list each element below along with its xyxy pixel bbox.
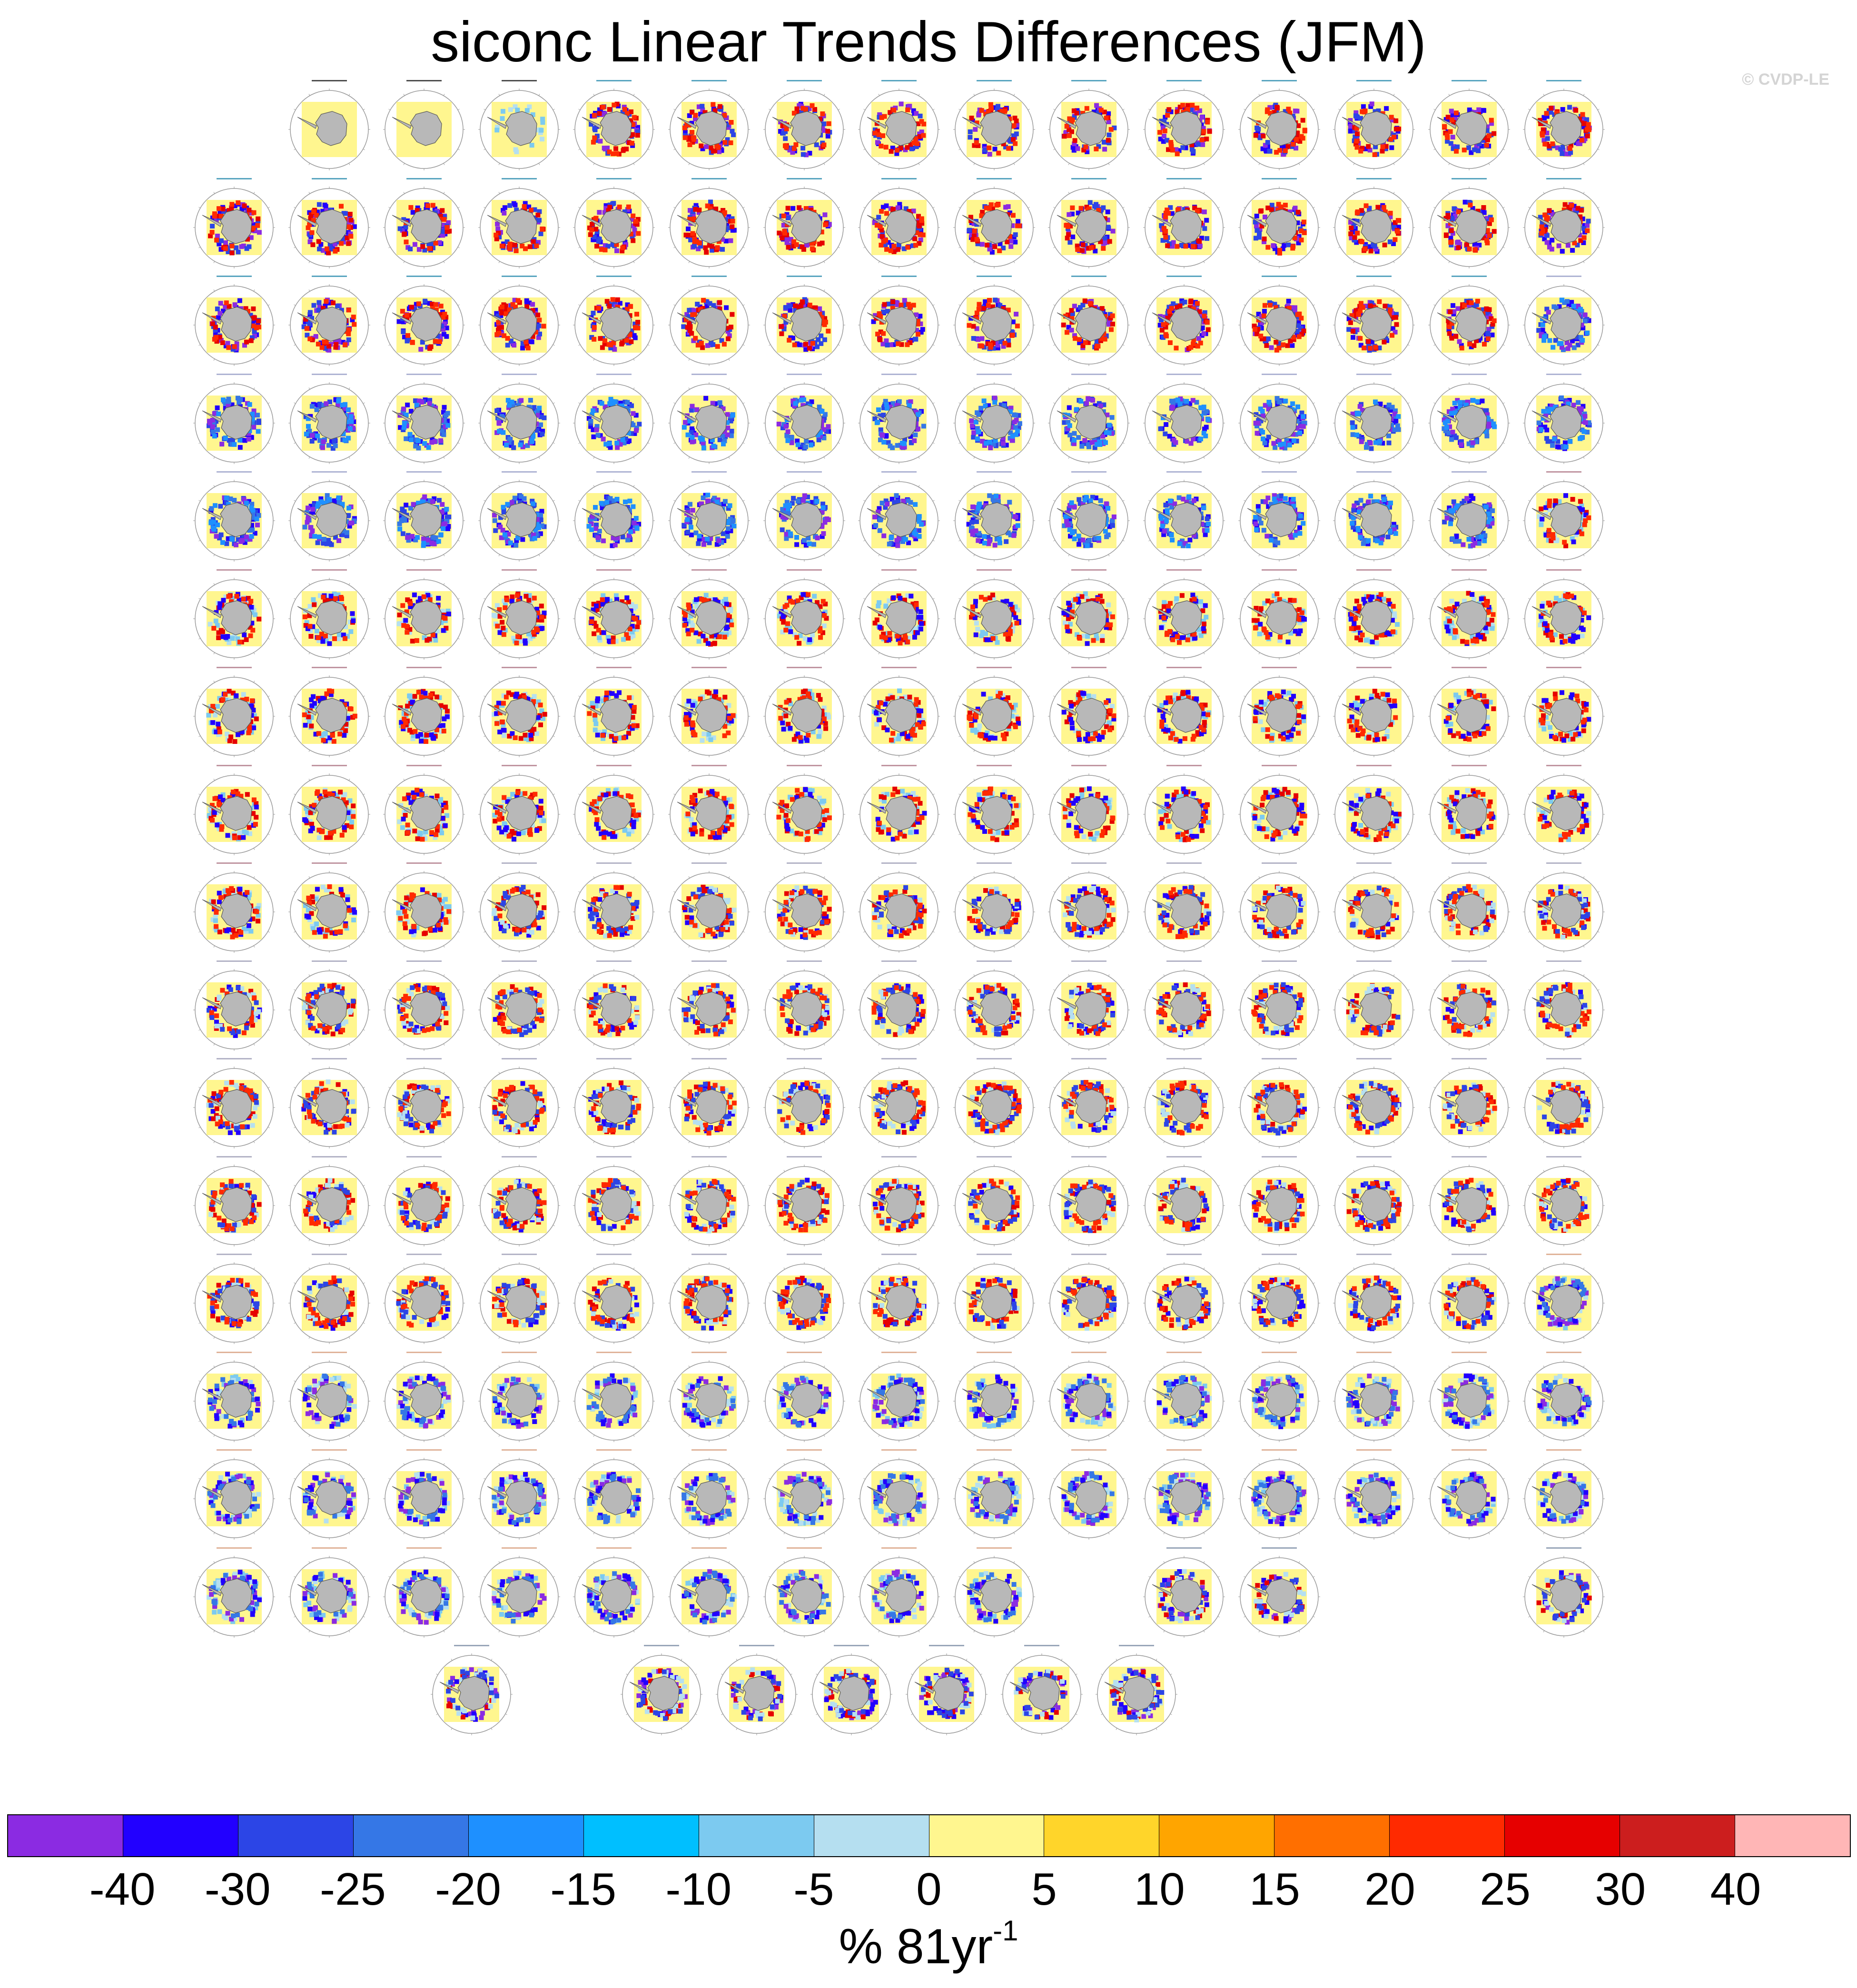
antarctic-map-panel xyxy=(477,957,562,1052)
antarctic-map-panel xyxy=(192,467,277,563)
antarctic-map-panel xyxy=(857,1543,941,1639)
colorbar-tick-label: 0 xyxy=(916,1863,941,1916)
colorbar-tick-label: 20 xyxy=(1364,1863,1415,1916)
colorbar-tick-labels xyxy=(7,1863,1851,1920)
antarctic-map-panel xyxy=(382,467,466,563)
antarctic-map-panel xyxy=(477,1445,562,1541)
antarctic-map-panel xyxy=(1047,1445,1131,1541)
antarctic-map-panel xyxy=(572,1054,656,1149)
antarctic-map-panel xyxy=(952,1348,1037,1443)
colorbar-box xyxy=(814,1815,929,1856)
antarctic-map-panel xyxy=(1332,565,1416,661)
antarctic-map-panel xyxy=(477,467,562,563)
antarctic-map-panel xyxy=(857,272,941,367)
antarctic-map-panel xyxy=(382,76,466,171)
antarctic-map-panel xyxy=(287,565,372,661)
antarctic-map-panel xyxy=(287,859,372,954)
antarctic-map-panel xyxy=(1427,370,1511,465)
antarctic-map-panel xyxy=(1142,272,1226,367)
figure-title: siconc Linear Trends Differences (JFM) xyxy=(0,9,1857,75)
antarctic-map-panel xyxy=(1521,957,1606,1052)
antarctic-map-panel xyxy=(1427,467,1511,563)
antarctic-map-panel xyxy=(952,1543,1037,1639)
antarctic-map-panel xyxy=(572,272,656,367)
antarctic-map-panel xyxy=(192,1445,277,1541)
antarctic-map-panel xyxy=(1521,1152,1606,1247)
colorbar xyxy=(7,1814,1851,1857)
antarctic-map-panel xyxy=(572,761,656,856)
antarctic-map-panel xyxy=(192,761,277,856)
antarctic-map-panel xyxy=(1142,1445,1226,1541)
antarctic-map-panel xyxy=(1521,1348,1606,1443)
antarctic-map-panel xyxy=(1142,467,1226,563)
antarctic-map-panel xyxy=(762,957,847,1052)
antarctic-map-panel xyxy=(382,859,466,954)
antarctic-map-panel xyxy=(1427,272,1511,367)
antarctic-map-panel xyxy=(952,663,1037,758)
antarctic-map-panel xyxy=(857,467,941,563)
antarctic-map-panel xyxy=(1332,957,1416,1052)
antarctic-map-panel xyxy=(667,663,751,758)
antarctic-map-panel xyxy=(1047,957,1131,1052)
antarctic-map-panel xyxy=(857,1250,941,1345)
antarctic-map-panel xyxy=(1521,565,1606,661)
antarctic-map-panel xyxy=(1142,663,1226,758)
antarctic-map-panel xyxy=(762,761,847,856)
antarctic-map-panel xyxy=(1047,1250,1131,1345)
antarctic-map-panel xyxy=(287,761,372,856)
antarctic-map-panel xyxy=(192,859,277,954)
antarctic-map-panel xyxy=(1237,272,1322,367)
antarctic-map-panel xyxy=(1142,859,1226,954)
antarctic-map-panel xyxy=(1142,174,1226,269)
antarctic-map-panel xyxy=(477,174,562,269)
antarctic-map-panel xyxy=(382,761,466,856)
antarctic-map-panel xyxy=(192,663,277,758)
antarctic-map-panel xyxy=(1427,1054,1511,1149)
antarctic-map-panel xyxy=(857,565,941,661)
antarctic-map-panel xyxy=(1237,1445,1322,1541)
antarctic-map-panel xyxy=(667,1152,751,1247)
colorbar-box xyxy=(929,1815,1045,1856)
antarctic-map-panel xyxy=(1521,467,1606,563)
antarctic-map-panel xyxy=(1047,565,1131,661)
antarctic-map-panel xyxy=(762,1445,847,1541)
antarctic-map-panel xyxy=(762,1152,847,1247)
antarctic-map-panel xyxy=(952,1152,1037,1247)
units-superscript: -1 xyxy=(993,1915,1018,1947)
antarctic-map-panel xyxy=(477,370,562,465)
antarctic-map-panel xyxy=(762,174,847,269)
colorbar-tick-label: 15 xyxy=(1249,1863,1300,1916)
antarctic-map-panel xyxy=(952,1445,1037,1541)
antarctic-map-panel xyxy=(1332,1348,1416,1443)
antarctic-map-panel xyxy=(999,1641,1084,1736)
antarctic-map-panel xyxy=(1427,1152,1511,1247)
antarctic-map-panel xyxy=(477,761,562,856)
antarctic-map-panel xyxy=(1427,565,1511,661)
colorbar-box xyxy=(1735,1815,1850,1856)
colorbar-units xyxy=(0,1918,1857,1975)
colorbar-box xyxy=(469,1815,584,1856)
antarctic-map-panel xyxy=(762,272,847,367)
antarctic-map-panel xyxy=(1237,1152,1322,1247)
antarctic-map-panel xyxy=(952,370,1037,465)
antarctic-map-panel xyxy=(667,1054,751,1149)
antarctic-map-panel xyxy=(572,1152,656,1247)
credit-label: © CVDP-LE xyxy=(1742,70,1829,89)
antarctic-map-panel xyxy=(1521,272,1606,367)
colorbar-tick-label: -20 xyxy=(435,1863,501,1916)
antarctic-map-panel xyxy=(382,1543,466,1639)
antarctic-map-panel xyxy=(667,467,751,563)
antarctic-map-panel xyxy=(1142,761,1226,856)
antarctic-map-panel xyxy=(1332,272,1416,367)
colorbar-box xyxy=(1390,1815,1505,1856)
antarctic-map-panel xyxy=(382,1152,466,1247)
antarctic-map-panel xyxy=(382,1054,466,1149)
antarctic-map-panel xyxy=(477,859,562,954)
antarctic-map-panel xyxy=(1332,859,1416,954)
antarctic-map-panel xyxy=(762,467,847,563)
antarctic-map-panel xyxy=(1427,1348,1511,1443)
antarctic-map-panel xyxy=(382,272,466,367)
antarctic-map-panel xyxy=(572,1250,656,1345)
colorbar-box xyxy=(1044,1815,1159,1856)
antarctic-map-panel xyxy=(1427,761,1511,856)
antarctic-map-panel xyxy=(572,76,656,171)
antarctic-map-panel xyxy=(1237,957,1322,1052)
antarctic-map-panel xyxy=(1521,761,1606,856)
antarctic-map-panel xyxy=(857,174,941,269)
antarctic-map-panel xyxy=(762,76,847,171)
colorbar-tick-label: -40 xyxy=(89,1863,156,1916)
antarctic-map-panel xyxy=(762,1348,847,1443)
colorbar-tick-label: -5 xyxy=(793,1863,834,1916)
antarctic-map-panel xyxy=(857,1054,941,1149)
antarctic-map-panel xyxy=(477,1152,562,1247)
antarctic-map-panel xyxy=(287,957,372,1052)
antarctic-map-panel xyxy=(1332,663,1416,758)
antarctic-map-panel xyxy=(192,565,277,661)
colorbar-tick-label: 40 xyxy=(1710,1863,1761,1916)
colorbar-tick-label: -25 xyxy=(320,1863,386,1916)
antarctic-map-panel xyxy=(667,174,751,269)
colorbar-box xyxy=(1505,1815,1620,1856)
antarctic-map-panel xyxy=(287,272,372,367)
colorbar-box xyxy=(238,1815,354,1856)
antarctic-map-panel xyxy=(1142,565,1226,661)
antarctic-map-panel xyxy=(1332,1445,1416,1541)
antarctic-map-panel xyxy=(857,663,941,758)
antarctic-map-panel xyxy=(1047,272,1131,367)
antarctic-map-panel xyxy=(1047,761,1131,856)
antarctic-map-panel xyxy=(382,1250,466,1345)
antarctic-map-panel xyxy=(1142,1250,1226,1345)
antarctic-map-panel xyxy=(1237,565,1322,661)
antarctic-map-panel xyxy=(572,565,656,661)
antarctic-map-panel xyxy=(1237,859,1322,954)
antarctic-map-panel xyxy=(1237,1250,1322,1345)
antarctic-map-panel xyxy=(762,859,847,954)
antarctic-map-panel xyxy=(572,1543,656,1639)
antarctic-map-panel xyxy=(1521,370,1606,465)
antarctic-map-panel xyxy=(857,859,941,954)
antarctic-map-panel xyxy=(667,565,751,661)
antarctic-map-panel xyxy=(1332,174,1416,269)
antarctic-map-panel xyxy=(477,1250,562,1345)
antarctic-map-panel xyxy=(952,272,1037,367)
antarctic-map-panel xyxy=(857,76,941,171)
antarctic-map-panel xyxy=(1047,1152,1131,1247)
colorbar-box xyxy=(1274,1815,1390,1856)
antarctic-map-panel xyxy=(1332,761,1416,856)
antarctic-map-panel xyxy=(952,957,1037,1052)
antarctic-map-panel xyxy=(429,1641,514,1736)
antarctic-map-panel xyxy=(952,1250,1037,1345)
antarctic-map-panel xyxy=(287,370,372,465)
antarctic-map-panel xyxy=(477,565,562,661)
antarctic-map-panel xyxy=(667,859,751,954)
colorbar-box xyxy=(699,1815,814,1856)
antarctic-map-panel xyxy=(1332,467,1416,563)
colorbar-tick-label: -15 xyxy=(550,1863,616,1916)
antarctic-map-panel xyxy=(952,76,1037,171)
antarctic-map-panel xyxy=(192,1152,277,1247)
antarctic-map-panel xyxy=(287,1250,372,1345)
antarctic-map-panel xyxy=(572,370,656,465)
antarctic-map-panel xyxy=(1237,761,1322,856)
antarctic-map-panel xyxy=(1237,1543,1322,1639)
antarctic-map-panel xyxy=(1521,1054,1606,1149)
colorbar-tick-label: 10 xyxy=(1134,1863,1185,1916)
colorbar-box xyxy=(123,1815,238,1856)
antarctic-map-panel xyxy=(1142,957,1226,1052)
antarctic-map-panel xyxy=(1237,663,1322,758)
antarctic-map-panel xyxy=(1094,1641,1179,1736)
antarctic-map-panel xyxy=(1142,1543,1226,1639)
antarctic-map-panel xyxy=(382,565,466,661)
antarctic-map-panel xyxy=(1521,1543,1606,1639)
antarctic-map-panel xyxy=(1047,370,1131,465)
antarctic-map-panel xyxy=(1142,1348,1226,1443)
antarctic-map-panel xyxy=(762,1250,847,1345)
antarctic-map-panel xyxy=(1521,663,1606,758)
antarctic-map-panel xyxy=(1521,859,1606,954)
antarctic-map-panel xyxy=(762,565,847,661)
antarctic-map-panel xyxy=(477,1054,562,1149)
antarctic-map-panel xyxy=(1521,174,1606,269)
antarctic-map-panel xyxy=(287,1152,372,1247)
colorbar-box xyxy=(1159,1815,1274,1856)
antarctic-map-panel xyxy=(1427,957,1511,1052)
antarctic-map-panel xyxy=(1237,370,1322,465)
antarctic-map-panel xyxy=(382,1445,466,1541)
antarctic-map-panel xyxy=(192,1348,277,1443)
colorbar-tick-label: 25 xyxy=(1480,1863,1531,1916)
antarctic-map-panel xyxy=(1047,859,1131,954)
antarctic-map-panel xyxy=(572,859,656,954)
antarctic-map-panel xyxy=(287,76,372,171)
antarctic-map-panel xyxy=(762,1543,847,1639)
antarctic-map-panel xyxy=(1047,174,1131,269)
antarctic-map-panel xyxy=(1427,663,1511,758)
antarctic-map-panel xyxy=(192,1250,277,1345)
antarctic-map-panel xyxy=(1237,76,1322,171)
antarctic-map-panel xyxy=(667,1445,751,1541)
antarctic-map-panel xyxy=(287,1543,372,1639)
antarctic-map-panel xyxy=(667,957,751,1052)
antarctic-map-panel xyxy=(1521,1445,1606,1541)
antarctic-map-panel xyxy=(1047,1054,1131,1149)
antarctic-map-panel xyxy=(382,370,466,465)
antarctic-map-panel xyxy=(619,1641,704,1736)
antarctic-map-panel xyxy=(1521,76,1606,171)
colorbar-box xyxy=(354,1815,469,1856)
antarctic-map-panel xyxy=(857,1348,941,1443)
antarctic-map-panel xyxy=(1427,1445,1511,1541)
antarctic-map-panel xyxy=(1427,174,1511,269)
antarctic-map-panel xyxy=(382,174,466,269)
antarctic-map-panel xyxy=(192,1054,277,1149)
antarctic-map-panel xyxy=(952,467,1037,563)
antarctic-map-panel xyxy=(1332,76,1416,171)
antarctic-map-panel xyxy=(1521,1250,1606,1345)
antarctic-map-panel xyxy=(857,957,941,1052)
antarctic-map-panel xyxy=(382,1348,466,1443)
antarctic-map-panel xyxy=(572,957,656,1052)
antarctic-map-panel xyxy=(477,1543,562,1639)
antarctic-map-panel xyxy=(1332,1250,1416,1345)
antarctic-map-panel xyxy=(382,663,466,758)
colorbar-tick-label: 30 xyxy=(1595,1863,1646,1916)
antarctic-map-panel xyxy=(1427,859,1511,954)
antarctic-map-panel xyxy=(1047,467,1131,563)
antarctic-map-panel xyxy=(287,663,372,758)
antarctic-map-panel xyxy=(952,859,1037,954)
antarctic-map-panel xyxy=(667,1348,751,1443)
antarctic-map-panel xyxy=(287,467,372,563)
antarctic-map-panel xyxy=(1047,663,1131,758)
antarctic-map-panel xyxy=(1237,467,1322,563)
antarctic-map-panel xyxy=(667,1250,751,1345)
antarctic-map-panel xyxy=(287,1054,372,1149)
antarctic-map-panel xyxy=(667,272,751,367)
antarctic-map-panel xyxy=(477,1348,562,1443)
antarctic-map-panel xyxy=(192,1543,277,1639)
antarctic-map-panel xyxy=(1047,1348,1131,1443)
antarctic-map-panel xyxy=(1142,1152,1226,1247)
antarctic-map-panel xyxy=(1332,1152,1416,1247)
antarctic-map-panel xyxy=(287,1348,372,1443)
units-prefix: % 81yr xyxy=(839,1919,993,1974)
antarctic-map-panel xyxy=(714,1641,799,1736)
antarctic-map-panel xyxy=(857,1152,941,1247)
antarctic-map-panel xyxy=(477,76,562,171)
colorbar-tick-label: -30 xyxy=(205,1863,271,1916)
antarctic-map-panel xyxy=(192,174,277,269)
antarctic-map-panel xyxy=(572,174,656,269)
antarctic-map-panel xyxy=(1142,76,1226,171)
antarctic-map-panel xyxy=(667,1543,751,1639)
antarctic-map-panel xyxy=(952,174,1037,269)
antarctic-map-panel xyxy=(477,272,562,367)
antarctic-map-panel xyxy=(572,467,656,563)
antarctic-map-panel xyxy=(1047,76,1131,171)
colorbar-box xyxy=(1620,1815,1735,1856)
colorbar-box xyxy=(8,1815,123,1856)
antarctic-map-panel xyxy=(572,1348,656,1443)
antarctic-map-panel xyxy=(667,76,751,171)
antarctic-map-panel xyxy=(857,761,941,856)
colorbar-box xyxy=(584,1815,699,1856)
antarctic-map-panel xyxy=(1332,370,1416,465)
antarctic-map-panel xyxy=(952,1054,1037,1149)
antarctic-map-panel xyxy=(1332,1054,1416,1149)
antarctic-map-panel xyxy=(952,761,1037,856)
antarctic-map-panel xyxy=(762,663,847,758)
antarctic-map-panel xyxy=(857,1445,941,1541)
antarctic-map-panel xyxy=(477,663,562,758)
antarctic-map-panel xyxy=(287,174,372,269)
antarctic-map-panel xyxy=(762,370,847,465)
antarctic-map-panel xyxy=(382,957,466,1052)
antarctic-map-panel xyxy=(287,1445,372,1541)
antarctic-map-panel xyxy=(1237,1348,1322,1443)
antarctic-map-panel xyxy=(1237,174,1322,269)
antarctic-map-panel xyxy=(1142,1054,1226,1149)
antarctic-map-panel xyxy=(904,1641,989,1736)
colorbar-tick-label: 5 xyxy=(1031,1863,1057,1916)
antarctic-map-panel xyxy=(952,565,1037,661)
antarctic-map-panel xyxy=(809,1641,894,1736)
antarctic-map-panel xyxy=(1142,370,1226,465)
antarctic-map-panel xyxy=(1237,1054,1322,1149)
antarctic-map-panel xyxy=(192,370,277,465)
antarctic-map-panel xyxy=(857,370,941,465)
antarctic-map-panel xyxy=(1427,1250,1511,1345)
antarctic-map-panel xyxy=(192,272,277,367)
antarctic-map-panel xyxy=(1427,76,1511,171)
antarctic-map-panel xyxy=(572,1445,656,1541)
antarctic-map-panel xyxy=(762,1054,847,1149)
antarctic-map-panel xyxy=(572,663,656,758)
antarctic-map-panel xyxy=(667,761,751,856)
colorbar-tick-label: -10 xyxy=(665,1863,731,1916)
antarctic-map-panel xyxy=(667,370,751,465)
antarctic-map-panel xyxy=(192,957,277,1052)
